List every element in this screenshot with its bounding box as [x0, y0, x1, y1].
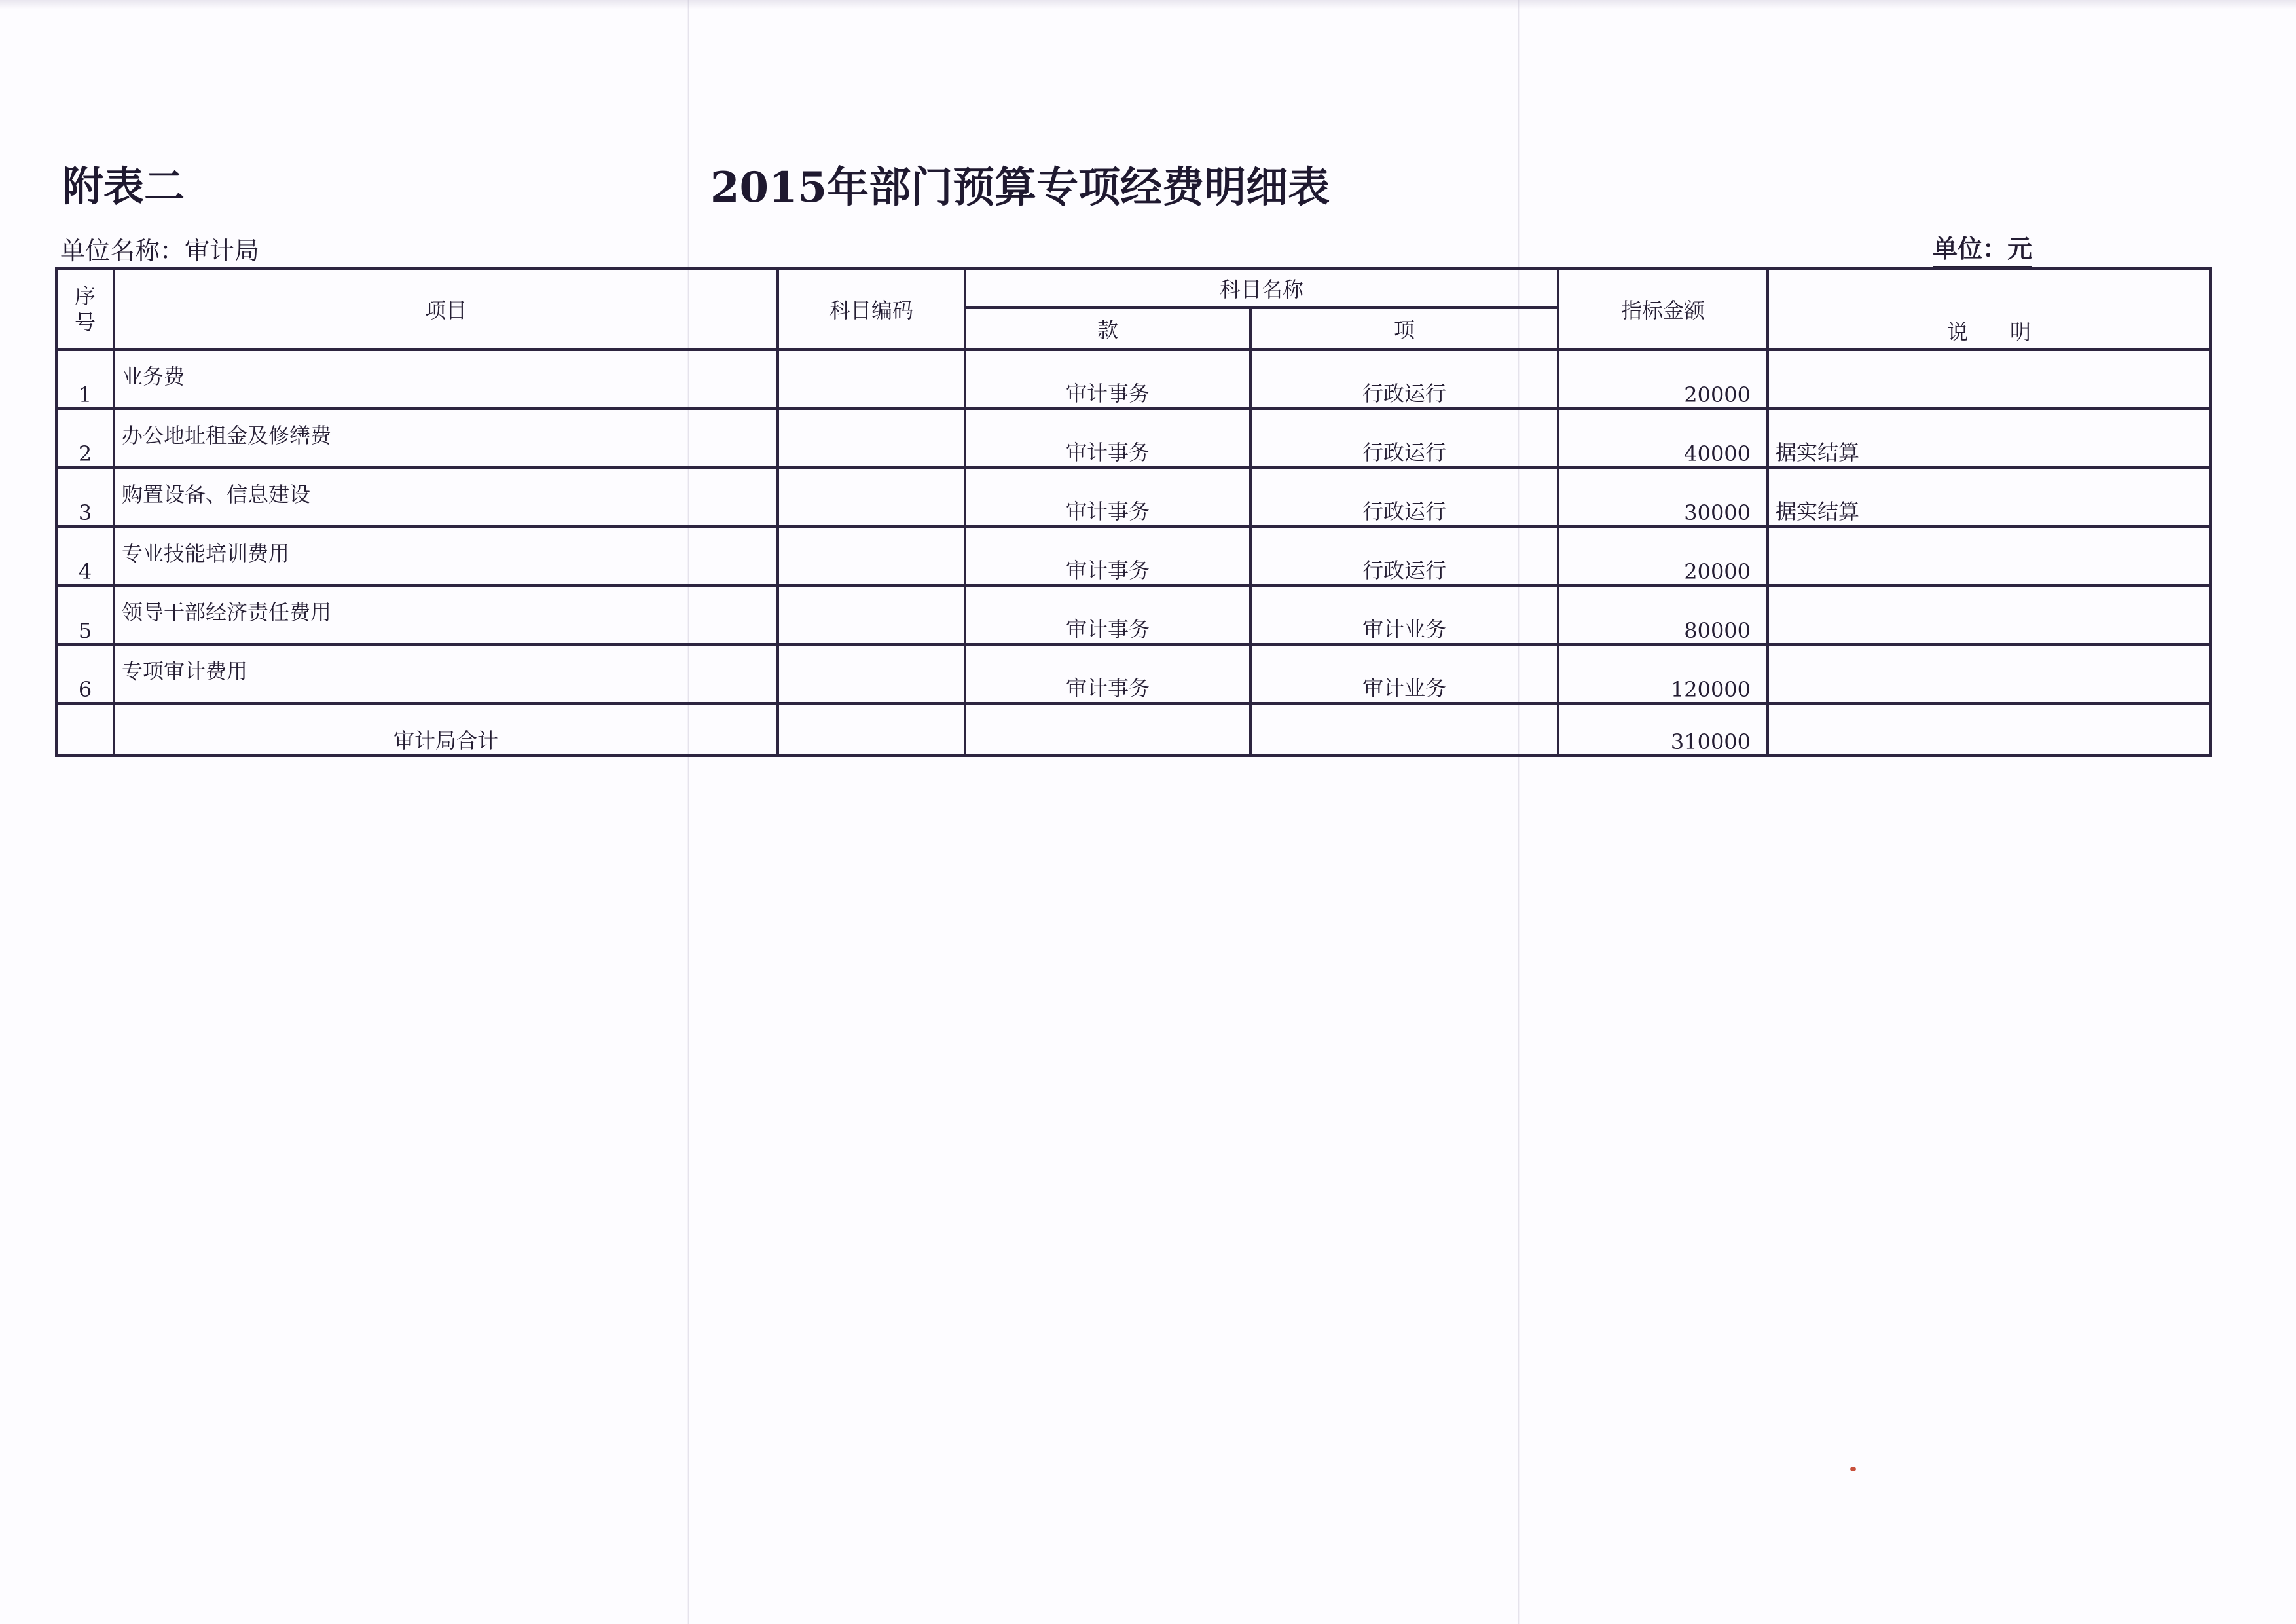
row-kuan: 审计事务 — [965, 350, 1250, 409]
row-project: 专项审计费用 — [114, 644, 778, 703]
table-row — [56, 644, 2210, 703]
row-project: 购置设备、信息建设 — [114, 468, 778, 526]
header-xiang: 项 — [1250, 308, 1558, 350]
row-xiang: 行政运行 — [1250, 350, 1558, 409]
row-amount: 80000 — [1558, 585, 1768, 644]
total-kuan — [965, 703, 1250, 756]
row-note — [1768, 585, 2210, 644]
row-note — [1768, 350, 2210, 409]
row-code — [778, 468, 965, 526]
row-seq: 2 — [56, 409, 114, 468]
row-amount: 20000 — [1558, 350, 1768, 409]
document-title: 2015年部门预算专项经费明细表 — [710, 163, 1330, 212]
row-seq: 1 — [56, 350, 114, 409]
row-kuan: 审计事务 — [965, 409, 1250, 468]
total-note — [1768, 703, 2210, 756]
header-subject-code: 科目编码 — [778, 268, 965, 350]
row-note — [1768, 644, 2210, 703]
paper-speck — [1850, 1467, 1856, 1471]
row-amount: 40000 — [1558, 409, 1768, 468]
row-code — [778, 409, 965, 468]
row-seq: 5 — [56, 585, 114, 644]
row-xiang: 行政运行 — [1250, 526, 1558, 585]
currency-unit-label: 单位：元 — [1933, 229, 2032, 268]
total-label: 审计局合计 — [114, 703, 778, 756]
row-note — [1768, 526, 2210, 585]
total-xiang — [1250, 703, 1558, 756]
header-row-1 — [56, 268, 2210, 308]
fold-crease-right — [1518, 0, 1520, 1624]
row-amount: 120000 — [1558, 644, 1768, 703]
table-row — [56, 585, 2210, 644]
row-kuan: 审计事务 — [965, 468, 1250, 526]
header-amount: 指标金额 — [1558, 268, 1768, 350]
total-seq — [56, 703, 114, 756]
unit-name-label: 单位名称：审计局 — [60, 236, 260, 265]
row-code — [778, 644, 965, 703]
budget-table — [55, 267, 2212, 757]
row-xiang: 行政运行 — [1250, 468, 1558, 526]
header-note: 说 明 — [1768, 268, 2210, 350]
total-amount: 310000 — [1558, 703, 1768, 756]
table-row — [56, 350, 2210, 409]
row-seq: 4 — [56, 526, 114, 585]
table-row — [56, 468, 2210, 526]
header-project: 项目 — [114, 268, 778, 350]
total-code — [778, 703, 965, 756]
row-kuan: 审计事务 — [965, 644, 1250, 703]
fold-crease-left — [687, 0, 689, 1624]
row-xiang: 行政运行 — [1250, 409, 1558, 468]
row-note: 据实结算 — [1768, 468, 2210, 526]
row-xiang: 审计业务 — [1250, 585, 1558, 644]
paper-top-edge — [0, 0, 2296, 9]
row-note: 据实结算 — [1768, 409, 2210, 468]
header-subject-name: 科目名称 — [965, 268, 1558, 308]
row-amount: 30000 — [1558, 468, 1768, 526]
appendix-label: 附表二 — [63, 162, 185, 210]
row-kuan: 审计事务 — [965, 526, 1250, 585]
row-seq: 6 — [56, 644, 114, 703]
row-amount: 20000 — [1558, 526, 1768, 585]
row-code — [778, 585, 965, 644]
header-seq: 序号 — [56, 268, 114, 350]
row-project: 办公地址租金及修缮费 — [114, 409, 778, 468]
row-seq: 3 — [56, 468, 114, 526]
row-project: 专业技能培训费用 — [114, 526, 778, 585]
row-project: 领导干部经济责任费用 — [114, 585, 778, 644]
header-kuan: 款 — [965, 308, 1250, 350]
table-row — [56, 409, 2210, 468]
row-xiang: 审计业务 — [1250, 644, 1558, 703]
row-kuan: 审计事务 — [965, 585, 1250, 644]
row-code — [778, 350, 965, 409]
total-row — [56, 703, 2210, 756]
row-code — [778, 526, 965, 585]
row-project: 业务费 — [114, 350, 778, 409]
table-row — [56, 526, 2210, 585]
